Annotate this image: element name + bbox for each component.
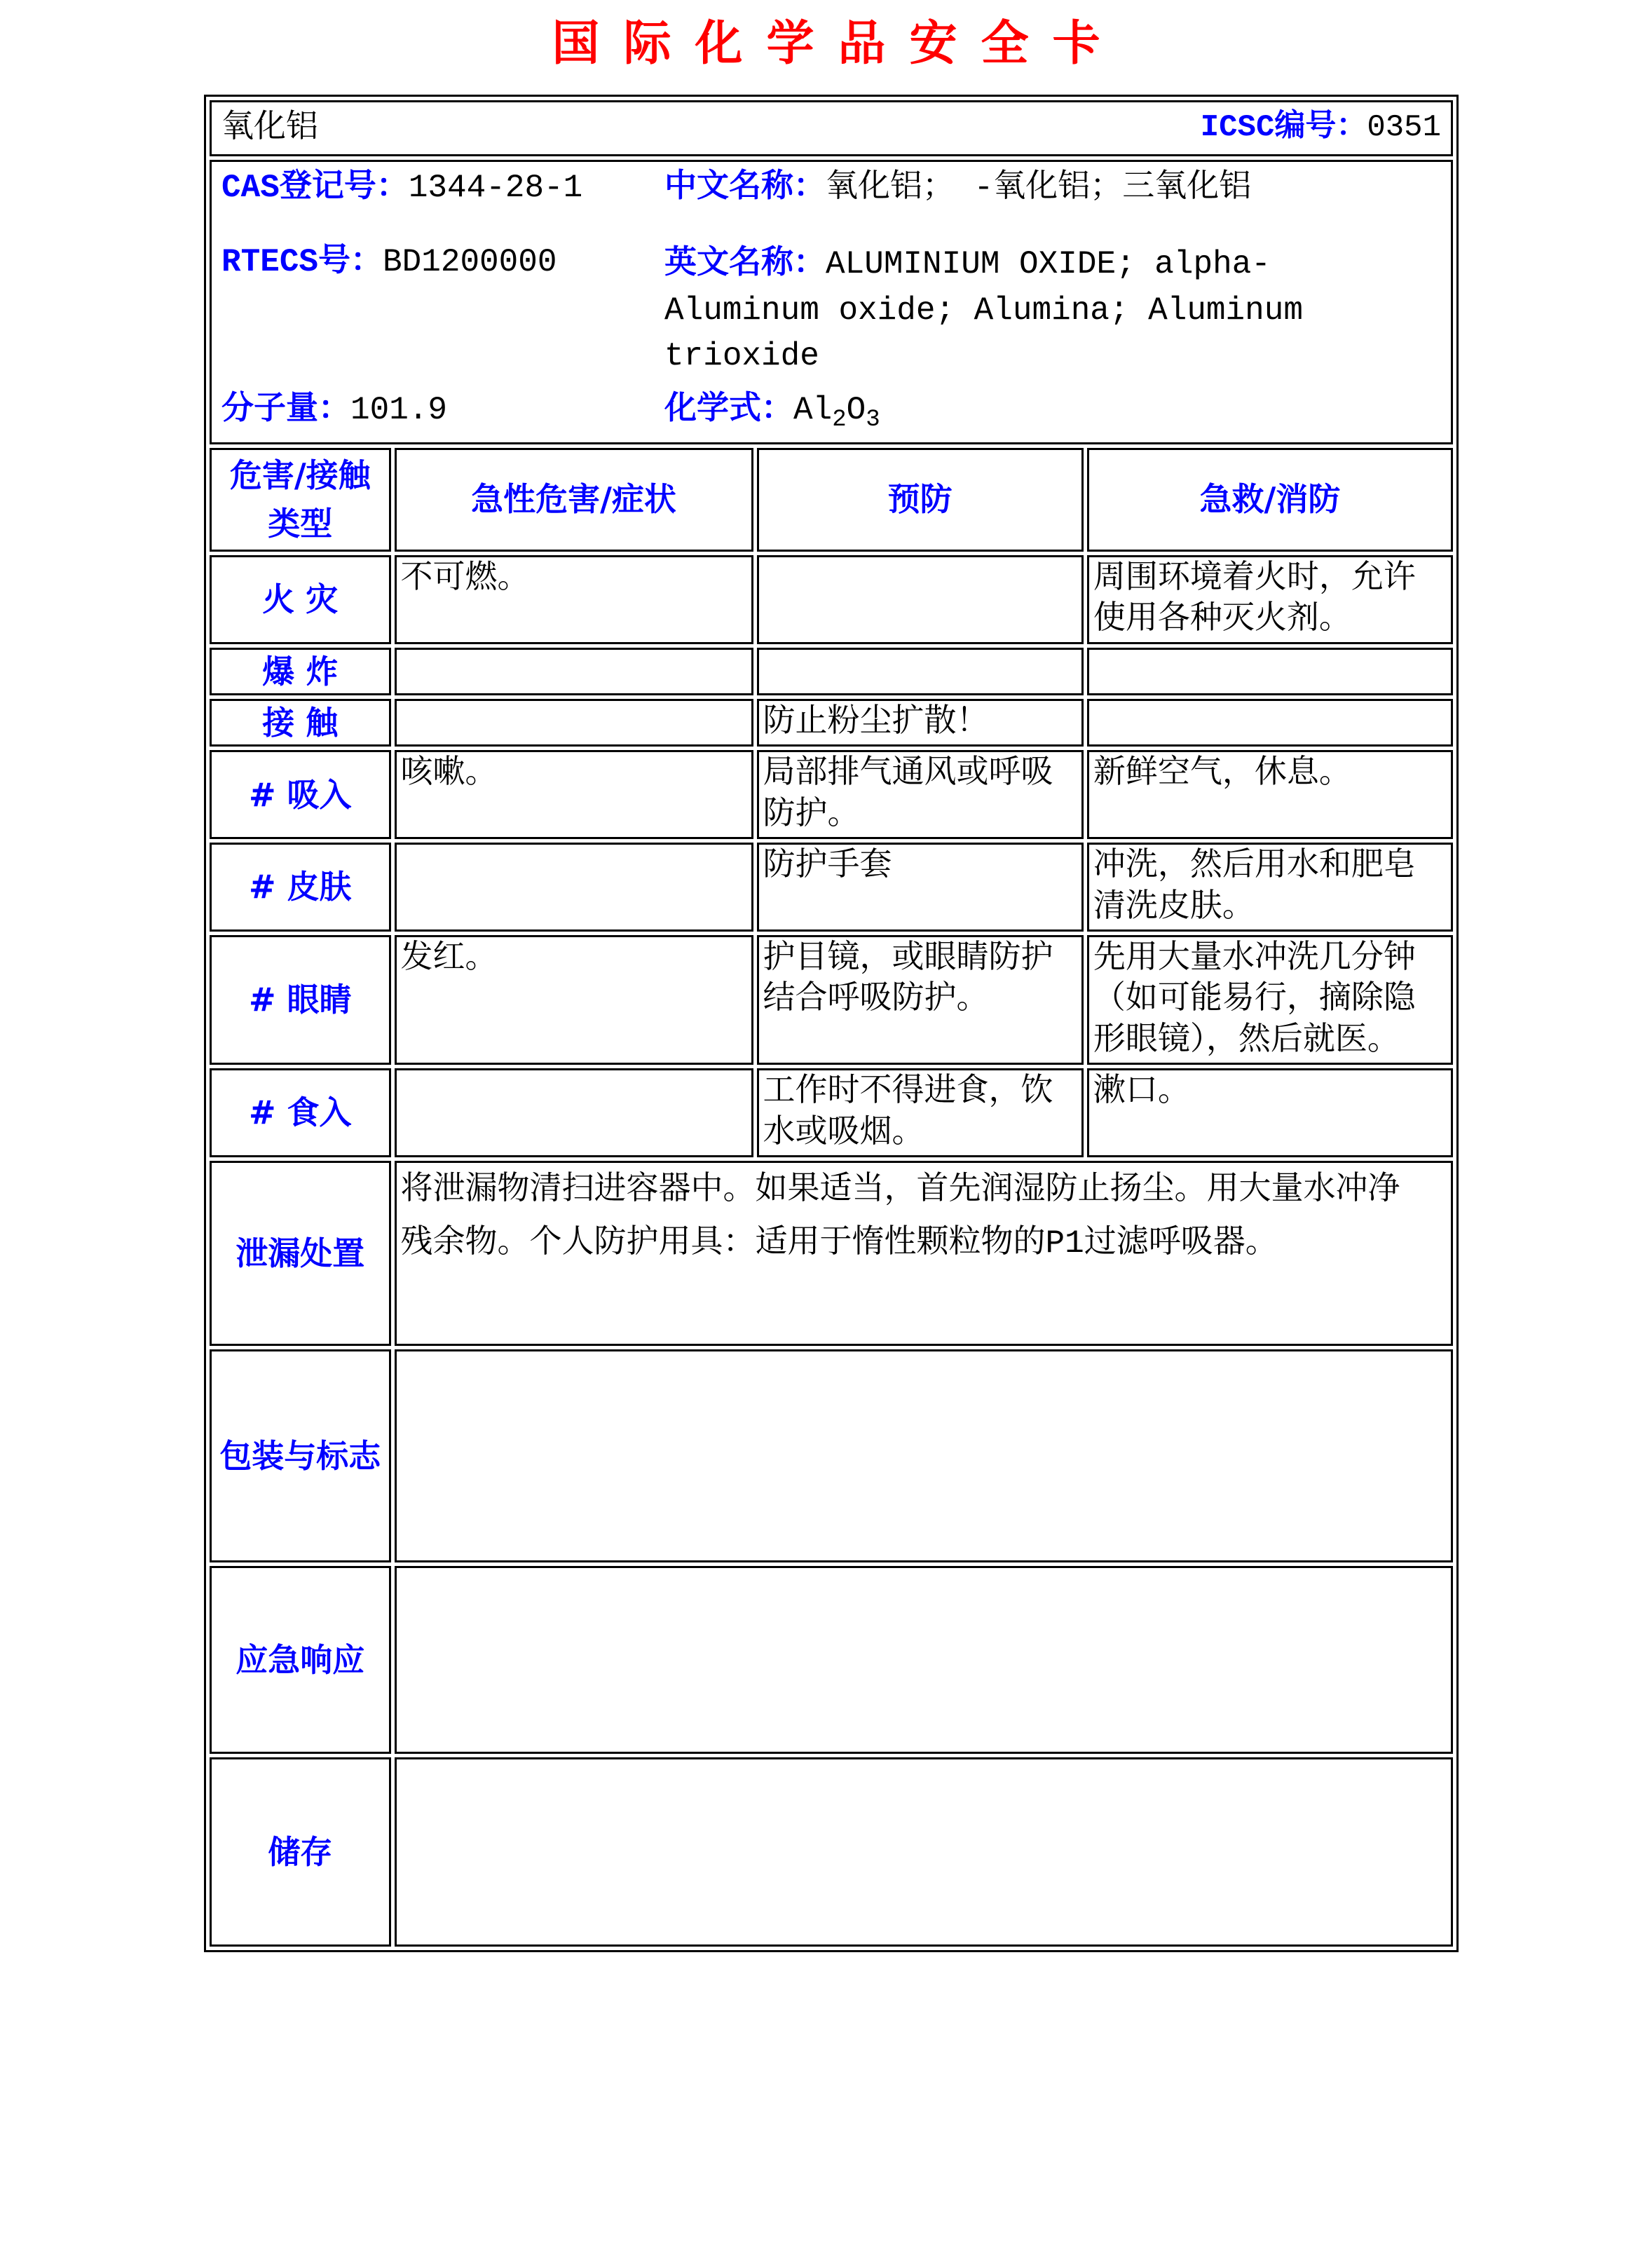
fire-symptoms-cell: 不可燃。 xyxy=(395,555,753,644)
english-name-value: ALUMINIUM OXIDE; alpha-Aluminum oxide; Alumina; Aluminum trioxide xyxy=(664,246,1303,374)
row-label-emergency-response: 应急响应 xyxy=(210,1566,391,1754)
inhalation-first-aid-cell: 新鲜空气，休息。 xyxy=(1087,750,1453,839)
inhalation-symptoms-cell: 咳嗽。 xyxy=(395,750,753,839)
spillage-content-cell xyxy=(395,1161,1453,1346)
explosion-prevention-cell xyxy=(757,648,1084,695)
cas-line xyxy=(221,168,664,208)
substance-header-row xyxy=(210,100,1453,156)
row-label-ingestion: # 食入 xyxy=(210,1068,391,1157)
icsc-number-label: ICSC编号： xyxy=(1200,109,1367,145)
row-label-packaging: 包装与标志 xyxy=(210,1349,391,1562)
chinese-name-label: 中文名称： xyxy=(664,169,826,206)
table-row-ingestion xyxy=(210,1068,1453,1157)
table-row-emergency-response xyxy=(210,1566,1453,1754)
col-header-first-aid: 急救/消防 xyxy=(1087,448,1453,552)
row-label-spillage: 泄漏处置 xyxy=(210,1161,391,1346)
row-label-eyes: # 眼睛 xyxy=(210,935,391,1065)
chemical-formula-value: $Al_2O_3$ xyxy=(793,392,880,434)
explosion-symptoms-cell xyxy=(395,648,753,695)
spillage-text: 将泄漏物清扫进容器中。如果适当，首先润湿防止扬尘。用大量水冲净残余物。个人防护用具：适用于惰性颗粒物的P1过滤呼吸器。 xyxy=(400,1172,1400,1262)
table-row-packaging xyxy=(210,1349,1453,1562)
hazard-header-row xyxy=(210,448,1453,552)
ingestion-first-aid-cell: 漱口。 xyxy=(1087,1068,1453,1157)
eyes-symptoms-cell: 发红。 xyxy=(395,935,753,1065)
skin-prevention-cell: 防护手套 xyxy=(757,843,1084,932)
english-name-line xyxy=(664,242,1407,379)
packaging-content-cell xyxy=(395,1349,1453,1562)
icsc-number-value: 0351 xyxy=(1367,109,1441,145)
ingestion-prevention-cell: 工作时不得进食，饮水或吸烟。 xyxy=(757,1068,1084,1157)
eyes-prevention-cell: 护目镜，或眼睛防护结合呼吸防护。 xyxy=(757,935,1084,1065)
table-row-skin xyxy=(210,843,1453,932)
exposure-first-aid-cell xyxy=(1087,699,1453,747)
cas-label: CAS登记号： xyxy=(221,169,409,206)
table-row-explosion xyxy=(210,648,1453,695)
row-label-explosion: 爆 炸 xyxy=(210,648,391,695)
col-header-hazard-type: 危害/接触类型 xyxy=(210,448,391,552)
chinese-name-value: 氧化铝； -氧化铝；三氧化铝 xyxy=(826,169,1252,206)
molecular-weight-label: 分子量： xyxy=(221,392,350,429)
col-header-prevention: 预防 xyxy=(757,448,1084,552)
explosion-first-aid-cell xyxy=(1087,648,1453,695)
molecular-weight-value: 101.9 xyxy=(350,392,448,429)
row-label-storage: 储存 xyxy=(210,1757,391,1947)
skin-first-aid-cell: 冲洗，然后用水和肥皂清洗皮肤。 xyxy=(1087,843,1453,932)
chemical-formula-label: 化学式： xyxy=(664,392,793,429)
icsc-card-table xyxy=(204,95,1459,1952)
table-row-spillage xyxy=(210,1161,1453,1346)
fire-first-aid-cell: 周围环境着火时，允许使用各种灭火剂。 xyxy=(1087,555,1453,644)
table-row-inhalation xyxy=(210,750,1453,839)
substance-name: 氧化铝 xyxy=(221,109,318,147)
chinese-name-line xyxy=(664,168,1441,208)
row-label-fire: 火 灾 xyxy=(210,555,391,644)
col-header-symptoms: 急性危害/症状 xyxy=(395,448,753,552)
storage-content-cell xyxy=(395,1757,1453,1947)
page-title: 国际化学品安全卡 xyxy=(552,16,1124,71)
table-row-eyes xyxy=(210,935,1453,1065)
chemical-formula-line xyxy=(664,390,1441,434)
row-label-exposure: 接 触 xyxy=(210,699,391,747)
rtecs-value: BD1200000 xyxy=(383,244,557,281)
table-row-storage xyxy=(210,1757,1453,1947)
inhalation-prevention-cell: 局部排气通风或呼吸防护。 xyxy=(757,750,1084,839)
emergency-response-content-cell xyxy=(395,1566,1453,1754)
english-name-label: 英文名称： xyxy=(664,246,826,283)
cas-value: 1344-28-1 xyxy=(408,169,583,206)
table-row-fire xyxy=(210,555,1453,644)
table-row-exposure xyxy=(210,699,1453,747)
rtecs-line xyxy=(221,242,664,379)
row-label-inhalation: # 吸入 xyxy=(210,750,391,839)
row-label-skin: # 皮肤 xyxy=(210,843,391,932)
molecular-weight-line xyxy=(221,390,664,430)
fire-prevention-cell xyxy=(757,555,1084,644)
exposure-prevention-cell: 防止粉尘扩散！ xyxy=(757,699,1084,747)
identifiers-cell xyxy=(210,160,1453,444)
ingestion-symptoms-cell xyxy=(395,1068,753,1157)
exposure-symptoms-cell xyxy=(395,699,753,747)
identifiers-row xyxy=(210,160,1453,444)
rtecs-label: RTECS号： xyxy=(221,244,383,281)
eyes-first-aid-cell: 先用大量水冲洗几分钟（如可能易行，摘除隐形眼镜），然后就医。 xyxy=(1087,935,1453,1065)
substance-header-cell xyxy=(210,100,1453,156)
skin-symptoms-cell xyxy=(395,843,753,932)
